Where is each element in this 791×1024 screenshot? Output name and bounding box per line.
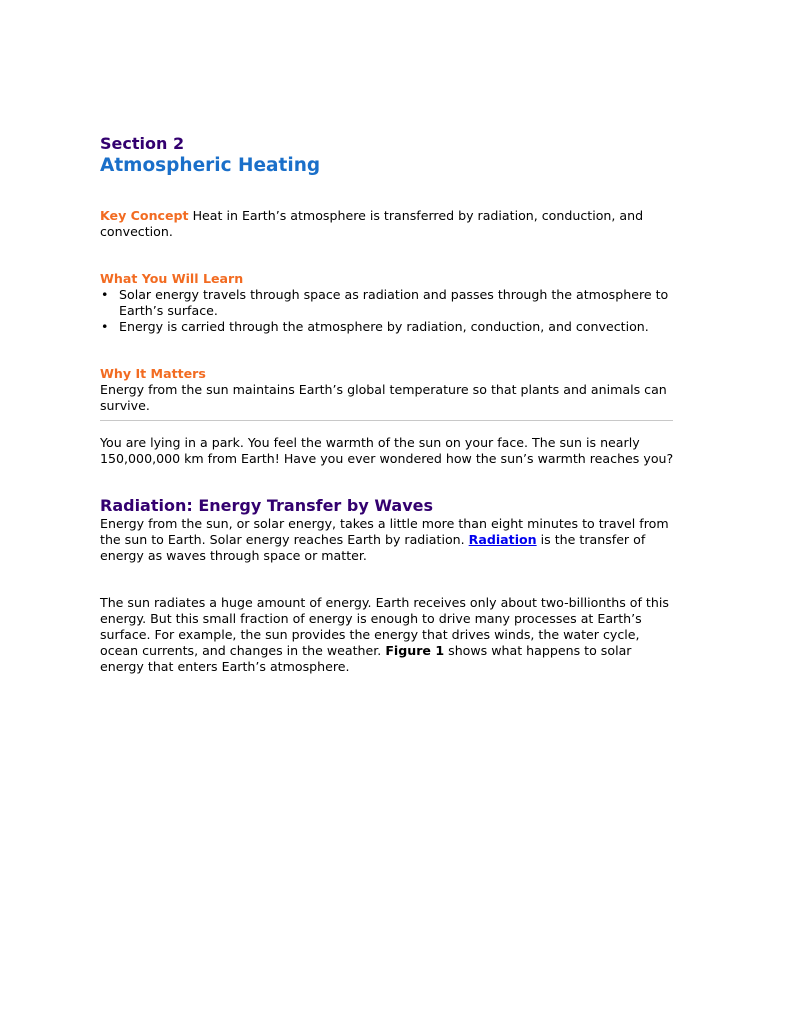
radiation-term-link[interactable]: Radiation <box>468 532 537 547</box>
list-item-text: Energy is carried through the atmosphere by radiation, conduction, and convection. <box>119 319 649 334</box>
why-it-matters <box>100 366 674 414</box>
key-concept-paragraph <box>100 208 674 240</box>
intro-paragraph: You are lying in a park. You feel the warmth of the sun on your face. The sun is nearly 150,000,000 km from Earth! Have you ever wondered how the sun’s warmth reaches you? <box>100 435 674 466</box>
para2-text-before: The sun radiates a huge amount of energy. Earth receives only about two-billionths of this energy. But this small fraction of energy is enough to drive many processes at Earth’s surface. For example, the sun provides the energy that drives winds, the water cycle, ocean currents, and changes in the weather. <box>100 595 669 658</box>
section-label: Section 2 <box>100 134 185 153</box>
what-you-will-learn <box>100 271 674 335</box>
why-it-matters-text: Energy from the sun maintains Earth’s global temperature so that plants and animals can survive. <box>100 382 667 413</box>
bullet-icon: • <box>101 287 109 302</box>
horizontal-divider <box>100 420 673 421</box>
what-you-will-learn-heading: What You Will Learn <box>100 271 244 286</box>
radiation-text-after: is the transfer of energy as waves through space or matter. <box>100 532 646 563</box>
why-it-matters-heading: Why It Matters <box>100 366 206 381</box>
radiation-paragraph-2 <box>100 595 674 675</box>
learn-list <box>100 287 674 335</box>
document-page <box>100 134 674 675</box>
list-item <box>100 287 674 319</box>
para2-text-after: shows what happens to solar energy that enters Earth’s atmosphere. <box>100 643 632 674</box>
bullet-icon: • <box>101 319 109 334</box>
radiation-text-before: Energy from the sun, or solar energy, takes a little more than eight minutes to travel from the sun to Earth. Solar energy reaches Earth by radiation. <box>100 516 669 547</box>
radiation-heading: Radiation: Energy Transfer by Waves <box>100 496 434 515</box>
key-concept-text: Heat in Earth’s atmosphere is transferred by radiation, conduction, and convection. <box>100 208 644 239</box>
list-item <box>100 319 674 335</box>
section-title: Atmospheric Heating <box>100 155 321 176</box>
key-concept-label: Key Concept <box>100 208 189 223</box>
figure-reference: Figure 1 <box>385 643 445 658</box>
radiation-paragraph-1 <box>100 516 674 564</box>
list-item-text: Solar energy travels through space as radiation and passes through the atmosphere to Earth’s surface. <box>119 287 669 318</box>
